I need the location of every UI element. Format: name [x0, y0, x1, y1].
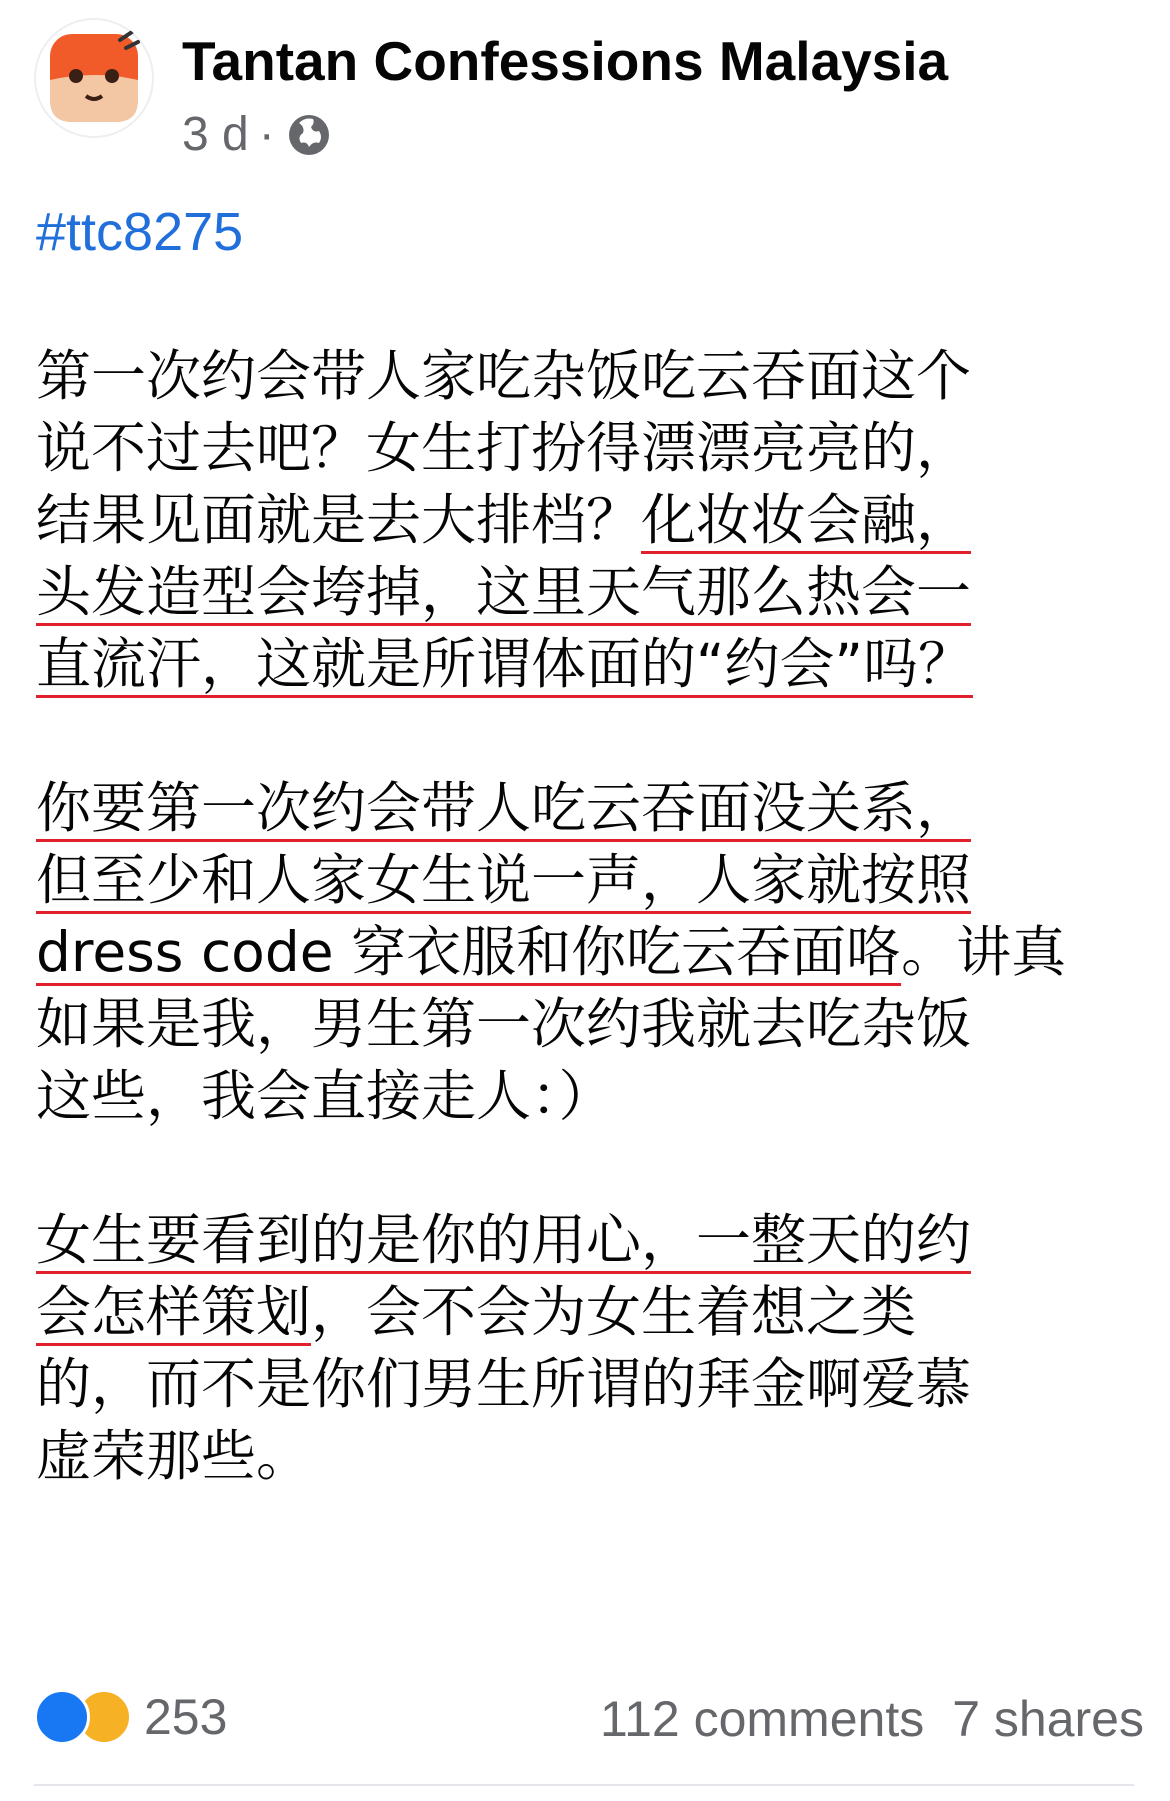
text-segment: 。讲真 — [901, 920, 1067, 984]
hashtag-link[interactable]: #ttc8275 — [36, 202, 244, 262]
text-segment: 这些，我会直接走人：） — [36, 1064, 614, 1128]
underlined-text: dress code 穿衣服和你吃云吞面咯 — [36, 920, 902, 984]
globe-icon — [285, 111, 333, 159]
text-line — [36, 772, 1146, 844]
text-segment: 如果是我，男生第一次约我就去吃杂饭 — [36, 992, 972, 1056]
underlined-text: 但至少和人家女生说一声，人家就按照 — [36, 848, 972, 912]
post-footer — [34, 1682, 1144, 1752]
underlined-text: 直流汗，这就是所谓体面的“约会”吗？ — [36, 632, 973, 696]
divider — [34, 1784, 1134, 1786]
post-header — [34, 18, 1134, 161]
underlined-text: 头发造型会垮掉，这里天气那么热会一 — [36, 560, 972, 624]
text-line — [36, 1276, 1146, 1348]
text-segment: 第一次约会带人家吃杂饭吃云吞面这个 — [36, 344, 972, 408]
comments-count[interactable]: 112 comments — [600, 1691, 925, 1747]
post-paragraph — [36, 1204, 1146, 1492]
text-line — [36, 412, 1146, 484]
text-line — [36, 988, 1146, 1060]
text-segment: 说不过去吧？女生打扮得漂漂亮亮的， — [36, 416, 972, 480]
page-name[interactable]: Tantan Confessions Malaysia — [182, 30, 949, 92]
shares-count[interactable]: 7 shares — [952, 1691, 1144, 1747]
underlined-text: 化妆妆会融， — [641, 488, 972, 552]
post-text — [36, 340, 1146, 1492]
text-line — [36, 1420, 1146, 1492]
text-line — [36, 1348, 1146, 1420]
text-line — [36, 1204, 1146, 1276]
text-segment: ，会不会为女生着想之类 — [311, 1280, 917, 1344]
reaction-count: 253 — [144, 1689, 228, 1745]
text-line — [36, 916, 1146, 988]
page-avatar[interactable] — [34, 18, 154, 138]
text-line — [36, 1060, 1146, 1132]
post-paragraph — [36, 340, 1146, 700]
text-line — [36, 484, 1146, 556]
post-time[interactable]: 3 d — [182, 108, 249, 161]
post-stats — [600, 1690, 1144, 1748]
reactions-summary[interactable] — [34, 1688, 227, 1746]
text-line — [36, 556, 1146, 628]
post-paragraph — [36, 772, 1146, 1132]
like-icon — [34, 1689, 90, 1745]
underlined-text: 会怎样策划 — [36, 1280, 312, 1344]
post-body — [36, 196, 1146, 1564]
meta-separator: · — [258, 108, 275, 161]
text-line — [36, 340, 1146, 412]
text-segment: 结果见面就是去大排档？ — [36, 488, 642, 552]
underlined-text: 女生要看到的是你的用心，一整天的约 — [36, 1208, 972, 1272]
underlined-text: 你要第一次约会带人吃云吞面没关系， — [36, 776, 972, 840]
text-segment: 的，而不是你们男生所谓的拜金啊爱慕 — [36, 1352, 972, 1416]
post-meta — [182, 110, 333, 160]
text-line — [36, 628, 1146, 700]
text-line — [36, 844, 1146, 916]
tantan-fox-logo-icon — [34, 18, 154, 138]
text-segment: 虚荣那些。 — [36, 1424, 312, 1488]
